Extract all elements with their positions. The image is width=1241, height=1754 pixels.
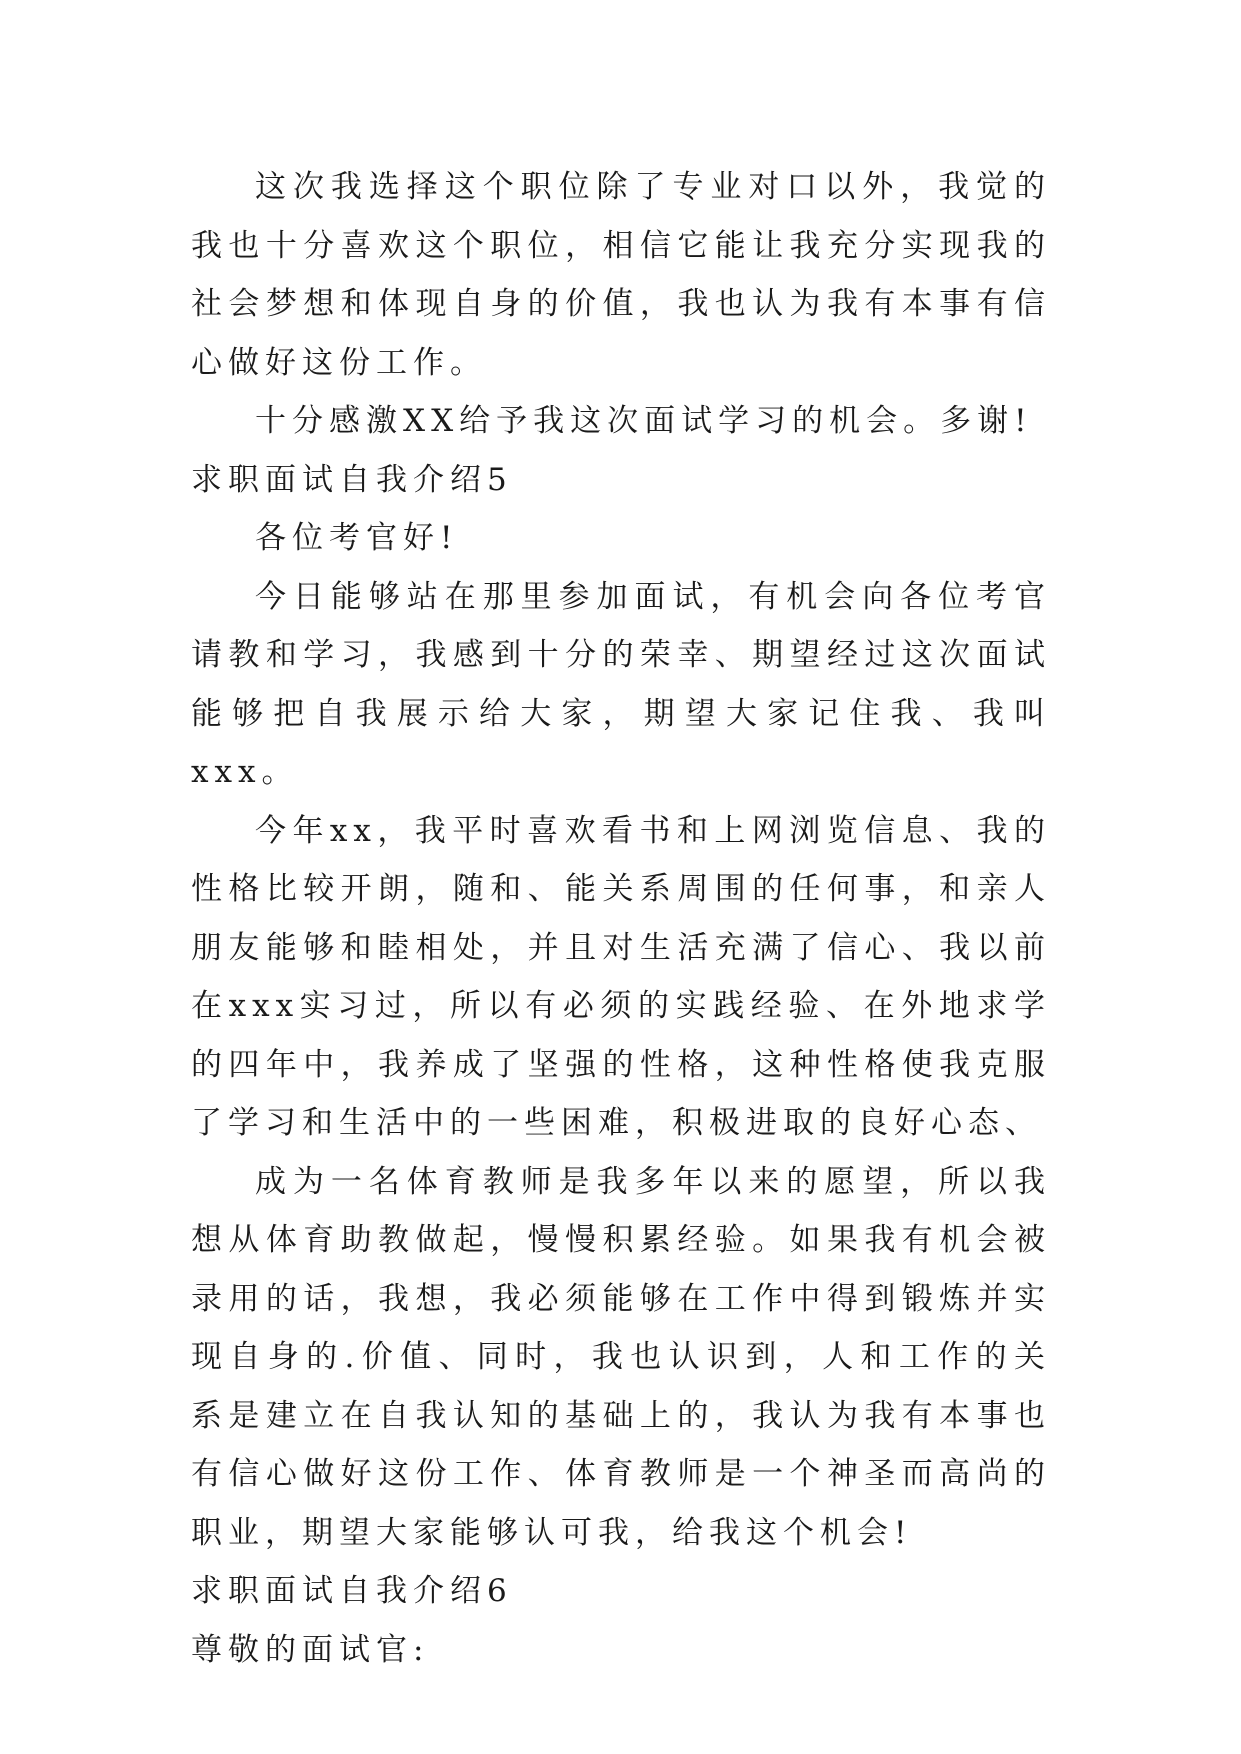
section-heading: 求职面试自我介绍5 xyxy=(191,461,513,498)
paragraph: 今日能够站在那里参加面试，有机会向各位考官请教和学习，我感到十分的荣幸、期望经过这次面试能够把自我展示给大家，期望大家记住我、我叫xxx。 xyxy=(191,578,1051,790)
section-heading: 求职面试自我介绍6 xyxy=(191,1573,513,1609)
paragraph: 这次我选择这个职位除了专业对口以外，我觉的我也十分喜欢这个职位，相信它能让我充分实现我的社会梦想和体现自身的价值，我也认为我有本事有信心做好这份工作。 xyxy=(191,169,1051,381)
paragraph: 十分感激XX给予我这次面试学习的机会。多谢! xyxy=(255,403,1033,439)
salutation: 尊敬的面试官: xyxy=(191,1631,430,1668)
greeting: 各位考官好! xyxy=(255,520,459,556)
paragraph: 今年xx，我平时喜欢看书和上网浏览信息、我的性格比较开朗，随和、能关系周围的任何事，和亲人朋友能够和睦相处，并且对生活充满了信心、我以前在xxx实习过，所以有必须的实践经验、在外地求学的四年中，我养成了坚强的性格，这种性格使我克服了学习和生活中的一些困难，积极进取的良好心态、 xyxy=(191,812,1051,1141)
paragraph: 成为一名体育教师是我多年以来的愿望，所以我想从体育助教做起，慢慢积累经验。如果我有机会被录用的话，我想，我必须能够在工作中得到锻炼并实现自身的.价值、同时，我也认识到，人和工作的关系是建立在自我认知的基础上的，我认为我有本事也有信心做好这份工作、体育教师是一个神圣而高尚的职业，期望大家能够认可我，给我这个机会! xyxy=(191,1163,1051,1551)
document-body xyxy=(191,158,1051,1679)
